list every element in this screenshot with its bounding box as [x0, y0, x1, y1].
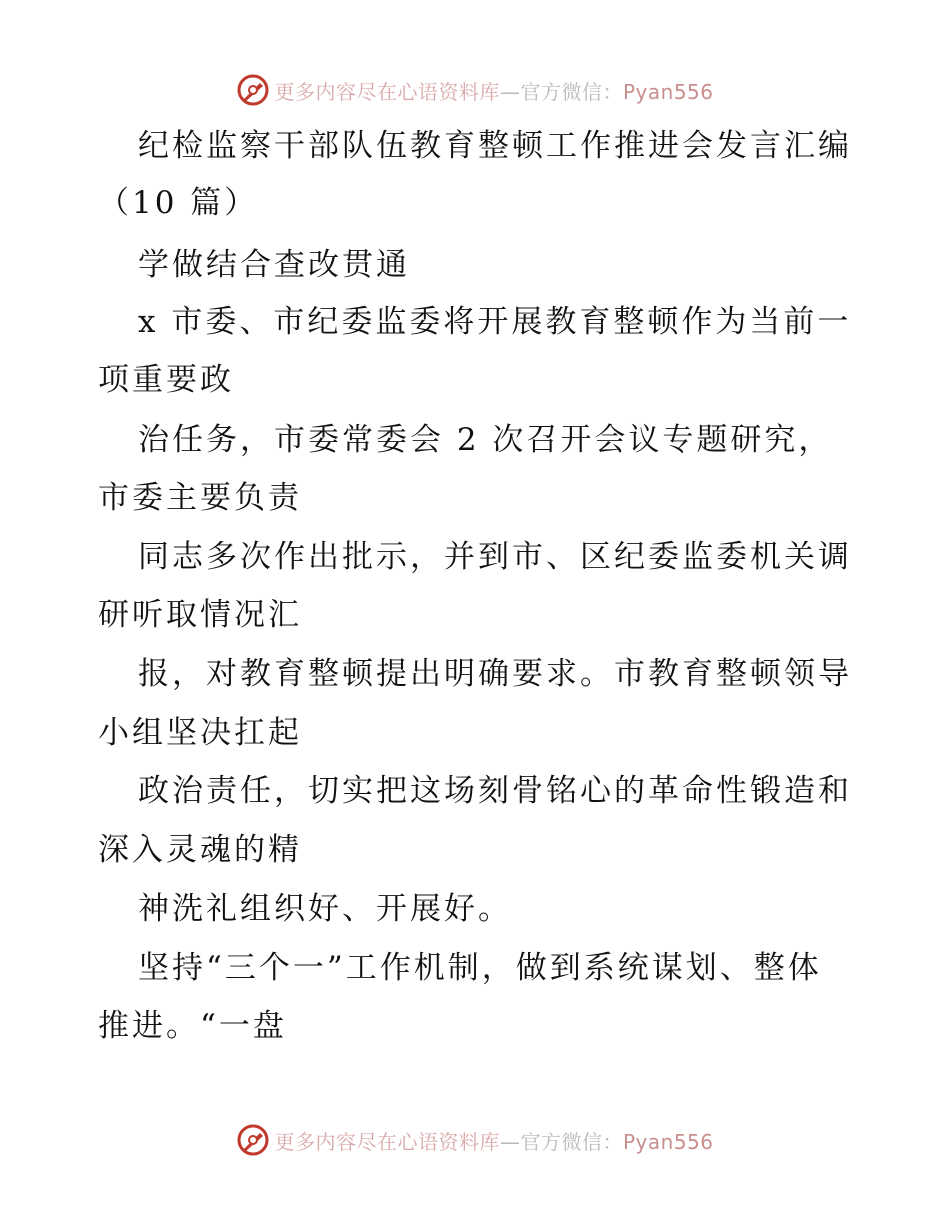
footer-banner [0, 1120, 950, 1160]
header-banner [0, 70, 950, 110]
doc-paragraph-line: 治任务，市委常委会 2 次召开会议专题研究， [138, 422, 833, 458]
doc-paragraph-line: 报，对教育整顿提出明确要求。市教育整顿领导 [138, 656, 852, 692]
footer-banner-text [274, 1126, 713, 1155]
footer-banner-part3: Pyan556 [622, 1129, 714, 1154]
doc-title-line-2: （10 篇） [98, 185, 259, 221]
doc-paragraph-line: x 市委、市纪委监委将开展教育整顿作为当前一 [138, 304, 852, 340]
doc-paragraph-line: 坚持“三个一”工作机制，做到系统谋划、整体 [138, 950, 822, 986]
doc-paragraph-line: 研听取情况汇 [98, 597, 302, 633]
doc-paragraph-line: 神洗礼组织好、开展好。 [138, 891, 512, 927]
doc-paragraph-line: 同志多次作出批示，并到市、区纪委监委机关调 [138, 539, 852, 575]
doc-section-heading: 学做结合查改贯通 [138, 247, 410, 283]
quill-circle-logo [236, 73, 270, 107]
doc-paragraph-line: 市委主要负责 [98, 480, 302, 516]
header-banner-part1: 更多内容尽在心语资料库 [274, 79, 500, 104]
quill-circle-logo [236, 1123, 270, 1157]
doc-title-line-1: 纪检监察干部队伍教育整顿工作推进会发言汇编 [138, 128, 852, 164]
header-banner-part2: —官方微信： [499, 79, 623, 104]
doc-paragraph-line: 小组坚决扛起 [98, 715, 302, 751]
doc-paragraph-line: 项重要政 [98, 362, 234, 398]
header-banner-part3: Pyan556 [622, 79, 714, 104]
doc-paragraph-line: 推进。“一盘 [98, 1008, 287, 1044]
doc-paragraph-line: 政治责任，切实把这场刻骨铭心的革命性锻造和 [138, 773, 852, 809]
footer-banner-part2: —官方微信： [499, 1129, 623, 1154]
header-banner-text [274, 76, 713, 105]
footer-banner-part1: 更多内容尽在心语资料库 [274, 1129, 500, 1154]
doc-paragraph-line: 深入灵魂的精 [98, 832, 302, 868]
